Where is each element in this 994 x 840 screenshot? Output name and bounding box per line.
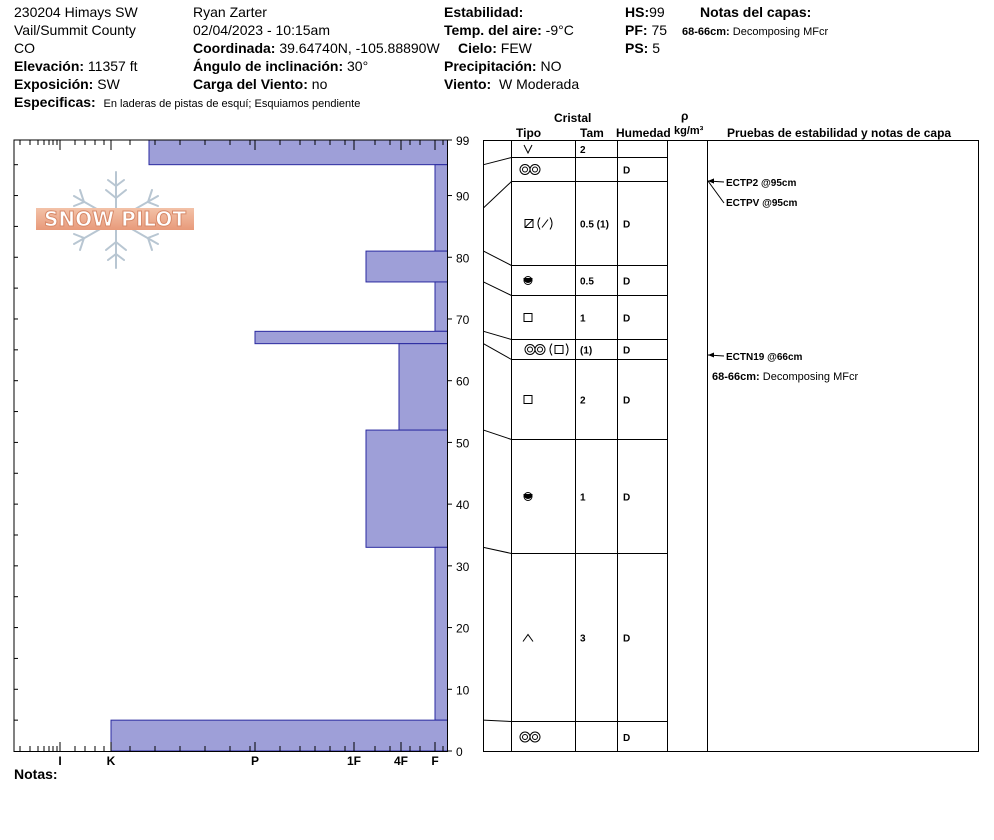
- grain-dh-icon: [523, 635, 533, 642]
- layer-moisture: D: [623, 395, 631, 407]
- grain-mf-icon: [520, 732, 540, 742]
- x-tick-label-F: F: [431, 754, 439, 768]
- elevation-label: Elevación:: [14, 58, 85, 74]
- date-time: 02/04/2023 - 10:15am: [193, 22, 330, 38]
- aspect-label: Exposición:: [14, 76, 94, 92]
- grain-mf-fc-icon: [525, 344, 568, 356]
- grain-rg-icon: [524, 277, 532, 285]
- header-humedad: Humedad: [616, 126, 671, 140]
- y-tick-label-0: 0: [456, 745, 463, 759]
- layer-note: [712, 371, 858, 383]
- wind-label: Viento:: [444, 76, 492, 92]
- header-rho: ρ: [681, 109, 689, 123]
- slope-value: 30°: [347, 58, 369, 74]
- layer-moisture: D: [623, 313, 631, 325]
- depth-connector: [484, 251, 512, 265]
- stability-tests: [708, 178, 858, 383]
- depth-connector: [484, 182, 512, 208]
- stability-label: Estabilidad:: [444, 4, 524, 20]
- air-temp-value: -9°C: [545, 22, 574, 38]
- hardness-bar-6: [366, 430, 448, 547]
- hardness-bar-4: [255, 331, 448, 343]
- layer-size: 1: [580, 492, 586, 504]
- grain-fc-df-icon: [525, 218, 552, 230]
- hardness-bars: [111, 140, 448, 751]
- depth-connector: [484, 720, 512, 721]
- specifics-value: En laderas de pistas de esquí; Esquiamos pendiente: [103, 98, 361, 110]
- y-tick-label-20: 20: [456, 621, 470, 636]
- layer-moisture: D: [623, 492, 631, 504]
- x-tick-label-1F: 1F: [346, 754, 362, 768]
- header-cristal: Cristal: [554, 111, 592, 125]
- layer-notes-text: Decomposing MFcr: [732, 26, 829, 38]
- hardness-bar-2: [366, 251, 448, 282]
- y-tick-label-60: 60: [456, 374, 470, 389]
- hs-label: HS:: [625, 4, 650, 20]
- coordinates-value: 39.64740N, -105.88890W: [279, 40, 440, 56]
- elevation-value: 11357 ft: [87, 58, 138, 74]
- location: Vail/Summit County: [14, 22, 136, 38]
- grain-sh-icon: [524, 145, 532, 153]
- layer-moisture: D: [623, 276, 631, 288]
- y-tick-label-30: 30: [456, 559, 470, 574]
- air-temp-label: Temp. del aire:: [444, 22, 542, 38]
- y-tick-label-10: 10: [456, 683, 470, 698]
- pf-label: PF:: [625, 22, 648, 38]
- layer-moisture: D: [623, 219, 631, 231]
- header-tam: Tam: [580, 126, 604, 140]
- observer: Ryan Zarter: [193, 4, 267, 20]
- x-tick-label-P: P: [250, 754, 260, 768]
- layer-size: 2: [580, 395, 586, 407]
- depth-connector: [484, 547, 512, 553]
- hs-value: 99: [649, 4, 665, 20]
- sky-label: Cielo:: [458, 40, 497, 56]
- header-tests: Pruebas de estabilidad y notas de capa: [727, 126, 952, 140]
- test-arrow-icon: [708, 353, 714, 358]
- y-tick-label-70: 70: [456, 312, 470, 327]
- layer-notes-range: 68-66cm:: [682, 26, 730, 38]
- site-name: 230204 Himays SW: [14, 4, 138, 20]
- aspect-value: SW: [97, 76, 120, 92]
- grain-mf-icon: [520, 165, 540, 175]
- layer-notes-label: Notas del capas:: [700, 4, 812, 20]
- layer-size: 3: [580, 633, 586, 645]
- logo-wordmark: SNOW PILOT: [36, 208, 194, 230]
- hardness-bar-0: [149, 140, 448, 165]
- y-tick-label-99: 99: [456, 134, 470, 148]
- grain-rg-icon: [524, 493, 532, 501]
- header-tipo: Tipo: [516, 126, 542, 140]
- wind-load-value: no: [311, 76, 328, 92]
- y-tick-label-80: 80: [456, 251, 470, 266]
- test-label: ECTPV @95cm: [726, 198, 798, 209]
- layer-size: (1): [580, 345, 593, 357]
- table-frame: [484, 141, 979, 752]
- x-tick-label-I: I: [58, 754, 62, 768]
- layer-moisture: D: [623, 633, 631, 645]
- test-pointer: [708, 181, 724, 203]
- layer-moisture: D: [623, 345, 631, 357]
- y-tick-label-40: 40: [456, 498, 470, 513]
- grain-fc-icon: [524, 396, 532, 404]
- hardness-bar-7: [435, 547, 448, 720]
- depth-connector: [484, 158, 512, 165]
- layer-size: 1: [580, 313, 586, 325]
- pf-value: 75: [651, 22, 668, 38]
- layer-note-text: Decomposing MFcr: [759, 371, 859, 383]
- test-label: ECTN19 @66cm: [726, 352, 803, 363]
- depth-connector: [484, 344, 512, 360]
- y-tick-label-90: 90: [456, 189, 470, 204]
- ps-value: 5: [652, 40, 661, 56]
- x-tick-label-4F: 4F: [393, 754, 409, 768]
- hardness-bar-8: [111, 720, 448, 751]
- depth-connector: [484, 282, 512, 296]
- coordinates-label: Coordinada:: [193, 40, 276, 56]
- layer-size: 2: [580, 145, 586, 156]
- layer-table: [484, 141, 979, 752]
- hardness-bar-5: [399, 344, 448, 430]
- layer-moisture: D: [623, 165, 631, 177]
- precip-label: Precipitación:: [444, 58, 537, 74]
- notes-label: Notas:: [14, 766, 58, 782]
- layer-size: 0.5 (1): [580, 219, 609, 231]
- layer-note-range: 68-66cm:: [712, 371, 760, 383]
- y-tick-label-50: 50: [456, 436, 470, 451]
- layer-moisture: D: [623, 733, 631, 744]
- precip-value: NO: [540, 58, 562, 74]
- slope-label: Ángulo de inclinación:: [193, 58, 344, 74]
- grain-fc-icon: [524, 314, 532, 322]
- x-tick-label-K: K: [106, 754, 116, 768]
- ps-label: PS:: [625, 40, 649, 56]
- hardness-bar-3: [435, 282, 448, 331]
- hardness-bar-1: [435, 165, 448, 251]
- depth-connector: [484, 331, 512, 339]
- depth-connector: [484, 430, 512, 439]
- layer-size: 0.5: [580, 276, 594, 288]
- wind-value: W Moderada: [498, 76, 580, 92]
- test-label: ECTP2 @95cm: [726, 178, 797, 189]
- header-density-unit: kg/m³: [674, 125, 704, 137]
- specifics-label: Especificas:: [14, 94, 96, 110]
- sky-value: FEW: [500, 40, 532, 56]
- state: CO: [14, 40, 35, 56]
- wind-load-label: Carga del Viento:: [193, 76, 308, 92]
